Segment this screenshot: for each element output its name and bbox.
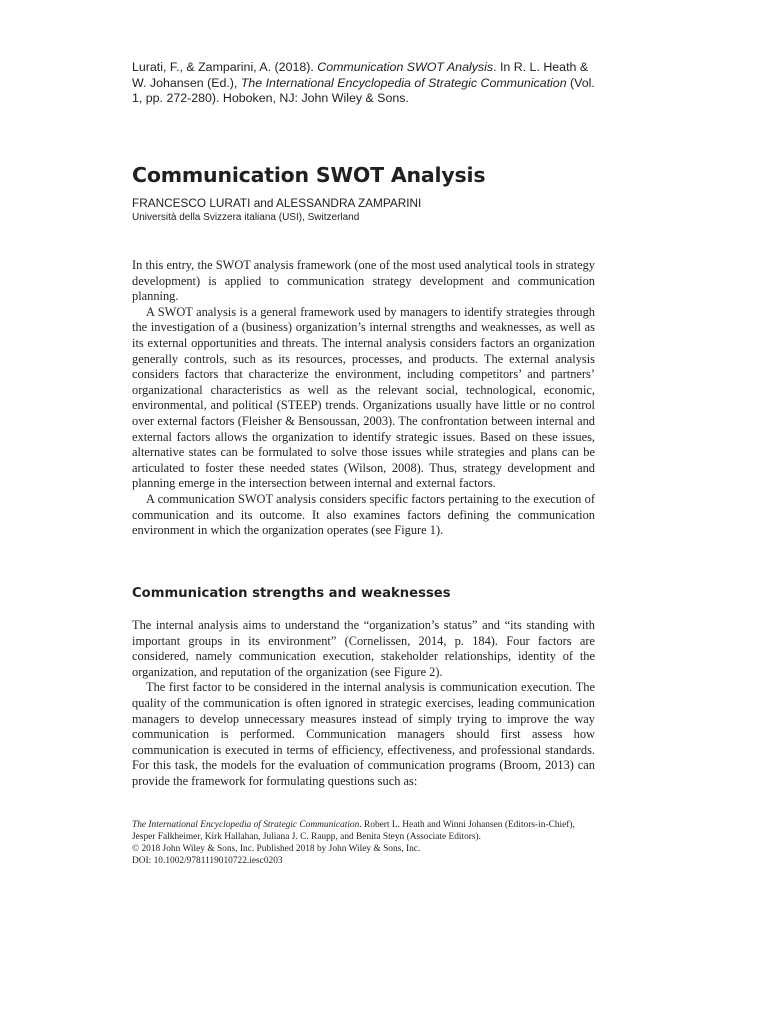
intro-body — [132, 258, 595, 539]
footer-line: Jesper Falkheimer, Kirk Hallahan, Juliana J. C. Raupp, and Benita Steyn (Associate Editors). — [132, 831, 482, 842]
intro-paragraph: In this entry, the SWOT analysis framework (one of the most used analytical tools in strategy development) is applied to communication strategy development and communication planning. — [132, 258, 595, 304]
citation-note — [132, 60, 602, 107]
citation-encyclopedia: The International Encyclopedia of Strategic Communication — [240, 75, 567, 90]
footer-editors: . Robert L. Heath and Winni Johansen (Editors-in-Chief), — [359, 820, 575, 830]
section-heading: Communication strengths and weaknesses — [132, 586, 451, 601]
author-affiliation: Università della Svizzera italiana (USI), Switzerland — [132, 212, 360, 223]
intro-paragraph: A communication SWOT analysis considers specific factors pertaining to the execution of communication and its outcome. It also examines factors defining the communication environment in which the organization operates (see Figure 1). — [132, 491, 595, 538]
intro-paragraph: A SWOT analysis is a general framework used by managers to identify strategies through the investigation of a (business) organization’s internal strengths and weaknesses, as well as its external opportunities and threats. The internal analysis considers factors an organization generally controls, such as its resources, processes, and products. The external analysis considers factors that characterize the environment, including competitors’ and partners’ organizational characteristics as well as the relevant social, technological, economic, environmental, and political (STEEP) trends. Organizations usually have little or no control over external factors (Fleisher & Bensoussan, 2003). The confrontation between internal and external factors allows the organization to identify strategic issues. Based on these issues, alternative states can be formulated to solve those issues while strategies and plans can be articulated to foster these needed states (Wilson, 2008). Thus, strategy development and planning emerge in the intersection between internal and external factors. — [132, 304, 595, 491]
citation-text-3: (Vol. 1, pp. 272-280). Hoboken, NJ: John Wiley & Sons. — [132, 75, 595, 106]
citation-title: Communication SWOT Analysis — [317, 60, 494, 74]
citation-text-2: . In R. L. Heath & W. Johansen (Ed.), — [132, 60, 589, 90]
article-authors: FRANCESCO LURATI and ALESSANDRA ZAMPARINI — [132, 196, 422, 210]
section-paragraph: The internal analysis aims to understand the “organization’s status” and “its standing with important groups in its environment” (Cornelissen, 2014, p. 184). Four factors are considered, namely communication execution, stakeholder relationships, identity of the organization, and reputation of the organization (see Figure 2). — [132, 618, 595, 679]
footer-copyright: © 2018 John Wiley & Sons, Inc. Published 2018 by John Wiley & Sons, Inc. — [132, 843, 421, 854]
footer-line — [132, 820, 602, 832]
footer-doi: DOI: 10.1002/9781119010722.iesc0203 — [132, 855, 283, 866]
article-title: Communication SWOT Analysis — [132, 163, 486, 187]
section-paragraph: The first factor to be considered in the internal analysis is communication execution. The quality of the communication is often ignored in strategic exercises, leading communication managers to develop unnecessary measures instead of simply trying to improve the way communication is performed. Communication managers should first assess how communication is executed in terms of efficiency, effectiveness, and professional standards. For this task, the models for the evaluation of communication programs (Broom, 2013) can provide the framework for formulating questions such as: — [132, 680, 595, 788]
publication-footer — [132, 820, 602, 868]
footer-encyclopedia-title: The International Encyclopedia of Strategic Communication — [132, 820, 360, 830]
citation-text-1: Lurati, F., & Zamparini, A. (2018). — [132, 60, 318, 74]
section-body — [132, 618, 595, 790]
